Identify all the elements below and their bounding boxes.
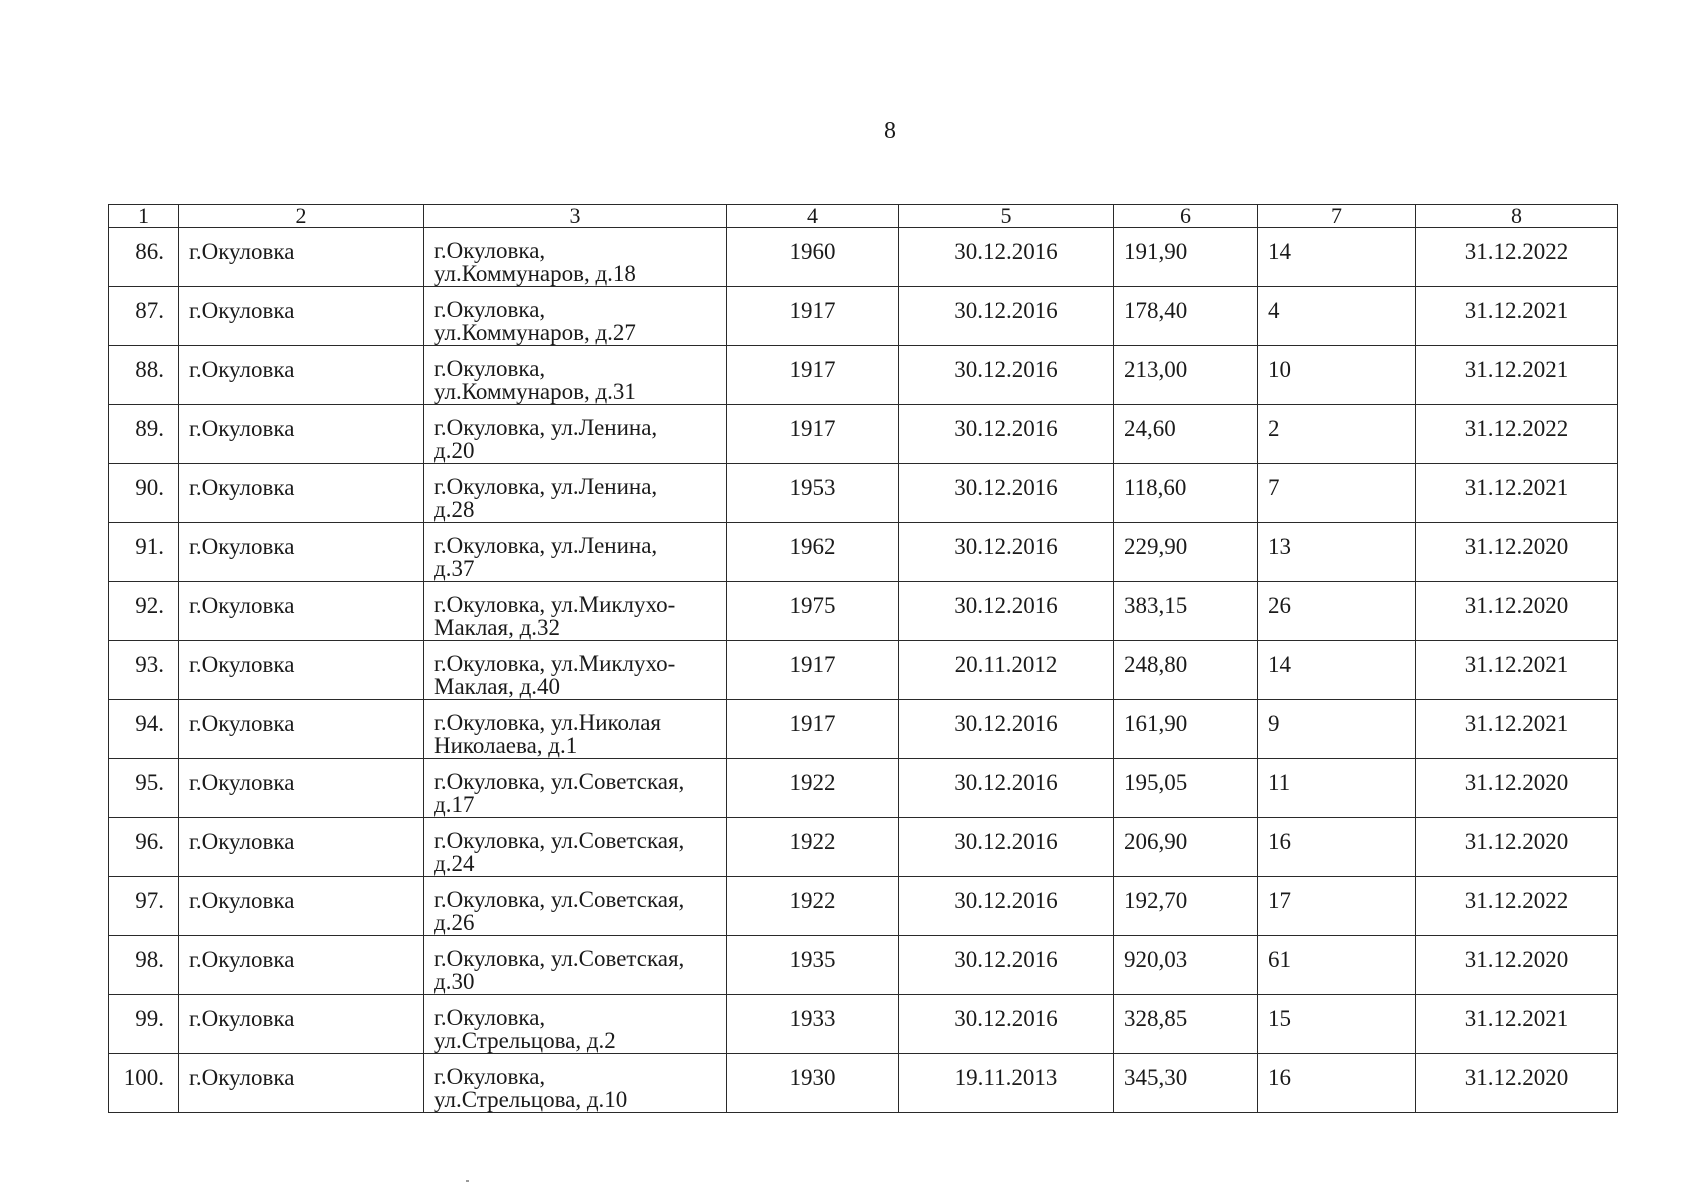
scan-speck <box>466 1180 469 1182</box>
address-line-2: ул.Коммунаров, д.27 <box>434 320 636 345</box>
area-text: 206,90 <box>1124 829 1188 854</box>
build-year-cell <box>727 582 899 641</box>
date-text: 30.12.2016 <box>954 298 1058 323</box>
column-header: 2 <box>179 205 424 228</box>
address-text <box>424 936 726 993</box>
table-row <box>109 700 1618 759</box>
area-text: 328,85 <box>1124 1006 1188 1031</box>
locality-text: г.Окуловка <box>189 711 295 736</box>
row-number-text: 98. <box>135 947 164 972</box>
locality-cell <box>179 346 424 405</box>
build-year-text: 1922 <box>789 770 836 795</box>
area-text: 161,90 <box>1124 711 1188 736</box>
address-line-2: ул.Коммунаров, д.31 <box>434 379 636 404</box>
build-year-text: 1917 <box>789 711 836 736</box>
address-line-1: г.Окуловка, <box>434 238 546 263</box>
address-text <box>424 995 726 1052</box>
row-number-cell <box>109 700 179 759</box>
count-cell <box>1258 523 1416 582</box>
table-row <box>109 523 1618 582</box>
build-year-cell <box>727 346 899 405</box>
row-number-cell <box>109 877 179 936</box>
build-year-cell <box>727 995 899 1054</box>
table-row <box>109 1054 1618 1113</box>
row-number-text: 86. <box>135 239 164 264</box>
build-year-cell <box>727 641 899 700</box>
address-cell <box>424 759 727 818</box>
address-text <box>424 346 726 403</box>
address-cell <box>424 995 727 1054</box>
build-year-cell <box>727 877 899 936</box>
locality-text: г.Окуловка <box>189 770 295 795</box>
build-year-text: 1917 <box>789 298 836 323</box>
count-cell <box>1258 582 1416 641</box>
locality-text: г.Окуловка <box>189 357 295 382</box>
area-cell <box>1114 464 1258 523</box>
locality-text: г.Окуловка <box>189 1065 295 1090</box>
build-year-text: 1935 <box>789 947 836 972</box>
address-line-1: г.Окуловка, ул.Ленина, <box>434 533 658 558</box>
address-line-1: г.Окуловка, ул.Советская, <box>434 769 685 794</box>
address-line-2: Маклая, д.32 <box>434 615 561 640</box>
locality-cell <box>179 523 424 582</box>
column-header: 7 <box>1258 205 1416 228</box>
address-line-2: ул.Коммунаров, д.18 <box>434 261 636 286</box>
locality-cell <box>179 700 424 759</box>
deadline-cell <box>1416 818 1618 877</box>
date-text: 30.12.2016 <box>954 593 1058 618</box>
address-text <box>424 818 726 875</box>
locality-text: г.Окуловка <box>189 652 295 677</box>
row-number-text: 100. <box>123 1065 164 1090</box>
count-cell <box>1258 346 1416 405</box>
address-line-2: д.17 <box>434 792 475 817</box>
area-text: 920,03 <box>1124 947 1188 972</box>
date-text: 30.12.2016 <box>954 239 1058 264</box>
deadline-text: 31.12.2020 <box>1464 829 1569 854</box>
locality-text: г.Окуловка <box>189 239 295 264</box>
address-line-2: ул.Стрельцова, д.10 <box>434 1087 628 1112</box>
area-text: 178,40 <box>1124 298 1188 323</box>
address-cell <box>424 641 727 700</box>
row-number-text: 89. <box>135 416 164 441</box>
deadline-text: 31.12.2022 <box>1464 888 1569 913</box>
date-cell <box>899 818 1114 877</box>
locality-text: г.Окуловка <box>189 298 295 323</box>
date-text: 19.11.2013 <box>954 1065 1058 1090</box>
count-text: 13 <box>1268 534 1291 559</box>
date-text: 20.11.2012 <box>954 652 1058 677</box>
address-cell <box>424 523 727 582</box>
area-text: 195,05 <box>1124 770 1188 795</box>
build-year-cell <box>727 818 899 877</box>
deadline-text: 31.12.2021 <box>1464 298 1569 323</box>
build-year-cell <box>727 700 899 759</box>
row-number-cell <box>109 582 179 641</box>
table-row <box>109 346 1618 405</box>
count-text: 2 <box>1268 416 1280 441</box>
address-text <box>424 287 726 344</box>
row-number-text: 99. <box>135 1006 164 1031</box>
address-line-2: д.24 <box>434 851 475 876</box>
table-row <box>109 464 1618 523</box>
count-text: 26 <box>1268 593 1291 618</box>
build-year-text: 1962 <box>789 534 836 559</box>
deadline-cell <box>1416 287 1618 346</box>
locality-text: г.Окуловка <box>189 829 295 854</box>
table-row <box>109 287 1618 346</box>
row-number-cell <box>109 523 179 582</box>
address-cell <box>424 346 727 405</box>
count-cell <box>1258 641 1416 700</box>
deadline-cell <box>1416 464 1618 523</box>
address-line-1: г.Окуловка, ул.Николая <box>434 710 662 735</box>
address-cell <box>424 700 727 759</box>
address-cell <box>424 877 727 936</box>
deadline-cell <box>1416 995 1618 1054</box>
table-row <box>109 818 1618 877</box>
deadline-text: 31.12.2020 <box>1464 1065 1569 1090</box>
table-row <box>109 582 1618 641</box>
date-cell <box>899 405 1114 464</box>
date-cell <box>899 936 1114 995</box>
table-row <box>109 759 1618 818</box>
address-line-1: г.Окуловка, ул.Миклухо- <box>434 592 676 617</box>
count-cell <box>1258 759 1416 818</box>
deadline-text: 31.12.2022 <box>1464 239 1569 264</box>
count-text: 14 <box>1268 239 1291 264</box>
locality-cell <box>179 228 424 287</box>
count-cell <box>1258 1054 1416 1113</box>
locality-cell <box>179 641 424 700</box>
address-cell <box>424 582 727 641</box>
build-year-cell <box>727 1054 899 1113</box>
area-cell <box>1114 818 1258 877</box>
deadline-cell <box>1416 700 1618 759</box>
address-line-2: д.20 <box>434 438 475 463</box>
date-text: 30.12.2016 <box>954 357 1058 382</box>
date-cell <box>899 287 1114 346</box>
count-cell <box>1258 405 1416 464</box>
column-header: 6 <box>1114 205 1258 228</box>
deadline-text: 31.12.2020 <box>1464 593 1569 618</box>
date-cell <box>899 346 1114 405</box>
address-text <box>424 877 726 934</box>
build-year-text: 1933 <box>789 1006 836 1031</box>
build-year-text: 1917 <box>789 652 836 677</box>
area-cell <box>1114 1054 1258 1113</box>
address-cell <box>424 818 727 877</box>
locality-cell <box>179 1054 424 1113</box>
locality-text: г.Окуловка <box>189 1006 295 1031</box>
locality-text: г.Окуловка <box>189 475 295 500</box>
count-text: 4 <box>1268 298 1280 323</box>
table-row <box>109 877 1618 936</box>
row-number-text: 91. <box>135 534 164 559</box>
build-year-cell <box>727 523 899 582</box>
date-text: 30.12.2016 <box>954 829 1058 854</box>
count-cell <box>1258 818 1416 877</box>
count-text: 11 <box>1268 770 1291 795</box>
area-cell <box>1114 877 1258 936</box>
date-cell <box>899 582 1114 641</box>
build-year-text: 1922 <box>789 829 836 854</box>
deadline-text: 31.12.2021 <box>1464 357 1569 382</box>
deadline-text: 31.12.2022 <box>1464 416 1569 441</box>
build-year-cell <box>727 464 899 523</box>
row-number-cell <box>109 1054 179 1113</box>
locality-cell <box>179 818 424 877</box>
locality-cell <box>179 287 424 346</box>
locality-text: г.Окуловка <box>189 888 295 913</box>
row-number-text: 93. <box>135 652 164 677</box>
address-cell <box>424 287 727 346</box>
area-cell <box>1114 346 1258 405</box>
address-line-2: ул.Стрельцова, д.2 <box>434 1028 616 1053</box>
locality-cell <box>179 936 424 995</box>
deadline-text: 31.12.2020 <box>1464 770 1569 795</box>
date-cell <box>899 641 1114 700</box>
address-line-2: д.37 <box>434 556 475 581</box>
area-text: 191,90 <box>1124 239 1188 264</box>
build-year-text: 1917 <box>789 357 836 382</box>
area-cell <box>1114 995 1258 1054</box>
locality-cell <box>179 464 424 523</box>
locality-text: г.Окуловка <box>189 416 295 441</box>
area-text: 213,00 <box>1124 357 1188 382</box>
date-cell <box>899 877 1114 936</box>
row-number-text: 94. <box>135 711 164 736</box>
date-text: 30.12.2016 <box>954 534 1058 559</box>
count-cell <box>1258 995 1416 1054</box>
count-text: 9 <box>1268 711 1280 736</box>
row-number-text: 88. <box>135 357 164 382</box>
address-cell <box>424 1054 727 1113</box>
address-text <box>424 464 726 521</box>
address-cell <box>424 936 727 995</box>
table-body <box>109 228 1618 1113</box>
locality-cell <box>179 405 424 464</box>
column-header: 8 <box>1416 205 1618 228</box>
build-year-cell <box>727 287 899 346</box>
area-text: 248,80 <box>1124 652 1188 677</box>
address-line-2: д.30 <box>434 969 475 994</box>
address-line-1: г.Окуловка, ул.Ленина, <box>434 474 658 499</box>
locality-text: г.Окуловка <box>189 593 295 618</box>
area-cell <box>1114 405 1258 464</box>
address-line-1: г.Окуловка, <box>434 1064 546 1089</box>
deadline-cell <box>1416 228 1618 287</box>
count-text: 17 <box>1268 888 1291 913</box>
area-cell <box>1114 700 1258 759</box>
row-number-cell <box>109 346 179 405</box>
table-row <box>109 405 1618 464</box>
row-number-text: 95. <box>135 770 164 795</box>
build-year-cell <box>727 405 899 464</box>
housing-register-table <box>108 204 1618 1113</box>
address-text <box>424 582 726 639</box>
date-cell <box>899 759 1114 818</box>
count-text: 61 <box>1268 947 1291 972</box>
date-text: 30.12.2016 <box>954 416 1058 441</box>
count-cell <box>1258 464 1416 523</box>
count-text: 16 <box>1268 1065 1291 1090</box>
address-line-1: г.Окуловка, ул.Советская, <box>434 887 685 912</box>
row-number-text: 97. <box>135 888 164 913</box>
deadline-text: 31.12.2020 <box>1464 534 1569 559</box>
area-cell <box>1114 641 1258 700</box>
address-line-1: г.Окуловка, <box>434 1005 546 1030</box>
deadline-text: 31.12.2021 <box>1464 1006 1569 1031</box>
address-line-2: Николаева, д.1 <box>434 733 578 758</box>
deadline-text: 31.12.2021 <box>1464 475 1569 500</box>
area-text: 229,90 <box>1124 534 1188 559</box>
date-cell <box>899 228 1114 287</box>
date-text: 30.12.2016 <box>954 475 1058 500</box>
address-text <box>424 228 726 285</box>
build-year-cell <box>727 228 899 287</box>
date-text: 30.12.2016 <box>954 947 1058 972</box>
count-cell <box>1258 877 1416 936</box>
build-year-text: 1917 <box>789 416 836 441</box>
locality-cell <box>179 582 424 641</box>
area-text: 192,70 <box>1124 888 1188 913</box>
address-line-2: Маклая, д.40 <box>434 674 561 699</box>
build-year-text: 1922 <box>789 888 836 913</box>
area-text: 345,30 <box>1124 1065 1188 1090</box>
row-number-cell <box>109 818 179 877</box>
build-year-text: 1975 <box>789 593 836 618</box>
build-year-cell <box>727 936 899 995</box>
row-number-cell <box>109 287 179 346</box>
build-year-text: 1953 <box>789 475 836 500</box>
row-number-cell <box>109 464 179 523</box>
address-line-2: д.28 <box>434 497 475 522</box>
column-header: 4 <box>727 205 899 228</box>
area-cell <box>1114 287 1258 346</box>
locality-cell <box>179 995 424 1054</box>
count-text: 16 <box>1268 829 1291 854</box>
row-number-cell <box>109 759 179 818</box>
address-line-1: г.Окуловка, ул.Советская, <box>434 828 685 853</box>
row-number-text: 92. <box>135 593 164 618</box>
deadline-cell <box>1416 405 1618 464</box>
row-number-text: 87. <box>135 298 164 323</box>
deadline-text: 31.12.2021 <box>1464 711 1569 736</box>
build-year-text: 1960 <box>789 239 836 264</box>
deadline-cell <box>1416 936 1618 995</box>
area-text: 118,60 <box>1124 475 1187 500</box>
count-cell <box>1258 228 1416 287</box>
count-text: 14 <box>1268 652 1291 677</box>
address-text <box>424 405 726 462</box>
address-line-1: г.Окуловка, <box>434 297 546 322</box>
column-header: 5 <box>899 205 1114 228</box>
date-text: 30.12.2016 <box>954 888 1058 913</box>
count-cell <box>1258 936 1416 995</box>
count-cell <box>1258 287 1416 346</box>
date-cell <box>899 700 1114 759</box>
locality-cell <box>179 759 424 818</box>
address-text <box>424 700 726 757</box>
count-cell <box>1258 700 1416 759</box>
date-cell <box>899 995 1114 1054</box>
deadline-text: 31.12.2020 <box>1464 947 1569 972</box>
row-number-cell <box>109 641 179 700</box>
address-cell <box>424 464 727 523</box>
area-cell <box>1114 759 1258 818</box>
row-number-cell <box>109 995 179 1054</box>
deadline-cell <box>1416 523 1618 582</box>
locality-cell <box>179 877 424 936</box>
area-text: 383,15 <box>1124 593 1188 618</box>
area-cell <box>1114 582 1258 641</box>
date-cell <box>899 464 1114 523</box>
deadline-cell <box>1416 1054 1618 1113</box>
deadline-cell <box>1416 759 1618 818</box>
row-number-cell <box>109 405 179 464</box>
date-cell <box>899 1054 1114 1113</box>
address-line-2: д.26 <box>434 910 475 935</box>
build-year-text: 1930 <box>789 1065 836 1090</box>
area-cell <box>1114 523 1258 582</box>
column-number-row <box>109 205 1618 228</box>
address-text <box>424 1054 726 1111</box>
address-cell <box>424 405 727 464</box>
date-text: 30.12.2016 <box>954 1006 1058 1031</box>
row-number-text: 90. <box>135 475 164 500</box>
column-header: 3 <box>424 205 727 228</box>
deadline-text: 31.12.2021 <box>1464 652 1569 677</box>
area-cell <box>1114 228 1258 287</box>
address-line-1: г.Окуловка, ул.Советская, <box>434 946 685 971</box>
address-cell <box>424 228 727 287</box>
deadline-cell <box>1416 582 1618 641</box>
area-cell <box>1114 936 1258 995</box>
date-text: 30.12.2016 <box>954 770 1058 795</box>
table-row <box>109 936 1618 995</box>
date-text: 30.12.2016 <box>954 711 1058 736</box>
address-text <box>424 641 726 698</box>
count-text: 7 <box>1268 475 1280 500</box>
table-row <box>109 995 1618 1054</box>
area-text: 24,60 <box>1124 416 1176 441</box>
count-text: 10 <box>1268 357 1291 382</box>
address-line-1: г.Окуловка, <box>434 356 546 381</box>
locality-text: г.Окуловка <box>189 534 295 559</box>
build-year-cell <box>727 759 899 818</box>
row-number-cell <box>109 936 179 995</box>
count-text: 15 <box>1268 1006 1291 1031</box>
table-row <box>109 641 1618 700</box>
address-line-1: г.Окуловка, ул.Ленина, <box>434 415 658 440</box>
address-text <box>424 523 726 580</box>
deadline-cell <box>1416 641 1618 700</box>
deadline-cell <box>1416 346 1618 405</box>
deadline-cell <box>1416 877 1618 936</box>
row-number-text: 96. <box>135 829 164 854</box>
table-row <box>109 228 1618 287</box>
page-number: 8 <box>884 118 896 144</box>
address-line-1: г.Окуловка, ул.Миклухо- <box>434 651 676 676</box>
address-text <box>424 759 726 816</box>
column-header: 1 <box>109 205 179 228</box>
row-number-cell <box>109 228 179 287</box>
locality-text: г.Окуловка <box>189 947 295 972</box>
date-cell <box>899 523 1114 582</box>
